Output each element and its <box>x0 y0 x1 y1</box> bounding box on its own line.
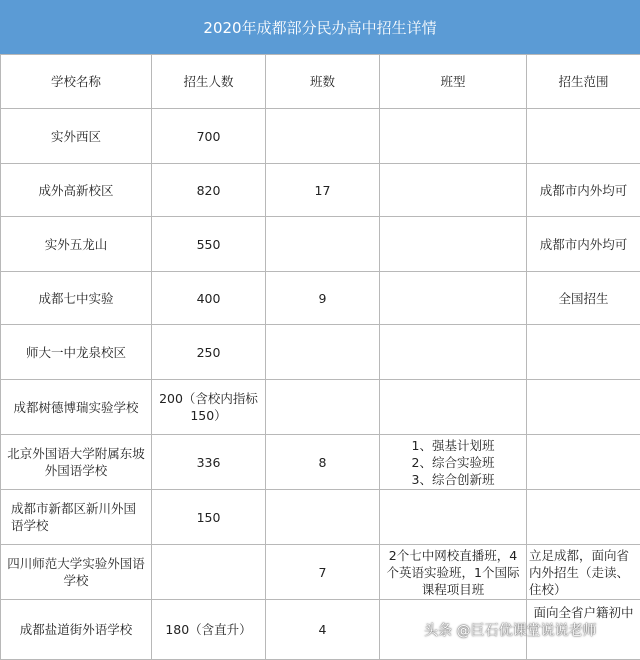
scope-cell <box>527 109 640 164</box>
watermark-text: 头条 @巨石优课堂说说老师 <box>424 620 596 640</box>
school-cell: 成都盐道街外语学校 <box>1 600 152 660</box>
header-row <box>1 55 640 109</box>
scope-cell <box>527 325 640 380</box>
table-row <box>1 380 640 435</box>
type-cell <box>380 380 527 435</box>
classes-cell <box>266 325 380 380</box>
table-row <box>1 217 640 272</box>
school-cell: 实外西区 <box>1 109 152 164</box>
scope-cell: 成都市内外均可 <box>527 164 640 217</box>
table-row <box>1 490 640 545</box>
classes-cell <box>266 490 380 545</box>
table-title: 2020年成都部分民办高中招生详情 <box>0 0 640 54</box>
school-cell: 实外五龙山 <box>1 217 152 272</box>
table-row <box>1 164 640 217</box>
classes-cell: 7 <box>266 545 380 600</box>
school-cell: 师大一中龙泉校区 <box>1 325 152 380</box>
header-cell-school: 学校名称 <box>1 55 152 109</box>
table-row <box>1 435 640 490</box>
scope-cell: 立足成都，面向省内外招生（走读、住校） <box>527 545 640 600</box>
count-cell: 336 <box>152 435 266 490</box>
scope-cell: 全国招生 <box>527 272 640 325</box>
classes-cell <box>266 217 380 272</box>
type-cell <box>380 217 527 272</box>
scope-cell: 成都市内外均可 <box>527 217 640 272</box>
header-cell-type: 班型 <box>380 55 527 109</box>
table-row <box>1 325 640 380</box>
type-cell <box>380 490 527 545</box>
type-cell <box>380 325 527 380</box>
classes-cell: 9 <box>266 272 380 325</box>
type-cell <box>380 272 527 325</box>
count-cell: 250 <box>152 325 266 380</box>
count-cell: 180（含直升） <box>152 600 266 660</box>
classes-cell: 4 <box>266 600 380 660</box>
scope-cell <box>527 490 640 545</box>
scope-cell: 面向全省户籍初中 <box>527 600 640 660</box>
table-row <box>1 109 640 164</box>
classes-cell: 8 <box>266 435 380 490</box>
school-cell: 四川师范大学实验外国语学校 <box>1 545 152 600</box>
count-cell: 700 <box>152 109 266 164</box>
count-cell: 150 <box>152 490 266 545</box>
classes-cell <box>266 380 380 435</box>
table-row <box>1 272 640 325</box>
count-cell <box>152 545 266 600</box>
school-cell: 成都七中实验 <box>1 272 152 325</box>
type-cell: 1、强基计划班 2、综合实验班 3、综合创新班 <box>380 435 527 490</box>
count-cell: 550 <box>152 217 266 272</box>
type-cell: 2个七中网校直播班，4个英语实验班，1个国际课程项目班 <box>380 545 527 600</box>
count-cell: 200（含校内指标150） <box>152 380 266 435</box>
scope-cell <box>527 435 640 490</box>
school-cell: 北京外国语大学附属东坡外国语学校 <box>1 435 152 490</box>
header-cell-count: 招生人数 <box>152 55 266 109</box>
type-cell <box>380 109 527 164</box>
scope-cell <box>527 380 640 435</box>
header-cell-scope: 招生范围 <box>527 55 640 109</box>
header-cell-classes: 班数 <box>266 55 380 109</box>
classes-cell: 17 <box>266 164 380 217</box>
type-cell <box>380 164 527 217</box>
classes-cell <box>266 109 380 164</box>
count-cell: 400 <box>152 272 266 325</box>
school-cell: 成外高新校区 <box>1 164 152 217</box>
table-row <box>1 545 640 600</box>
school-cell: 成都市新都区新川外国语学校 <box>1 490 152 545</box>
count-cell: 820 <box>152 164 266 217</box>
school-cell: 成都树德博瑞实验学校 <box>1 380 152 435</box>
admissions-table <box>0 54 640 660</box>
